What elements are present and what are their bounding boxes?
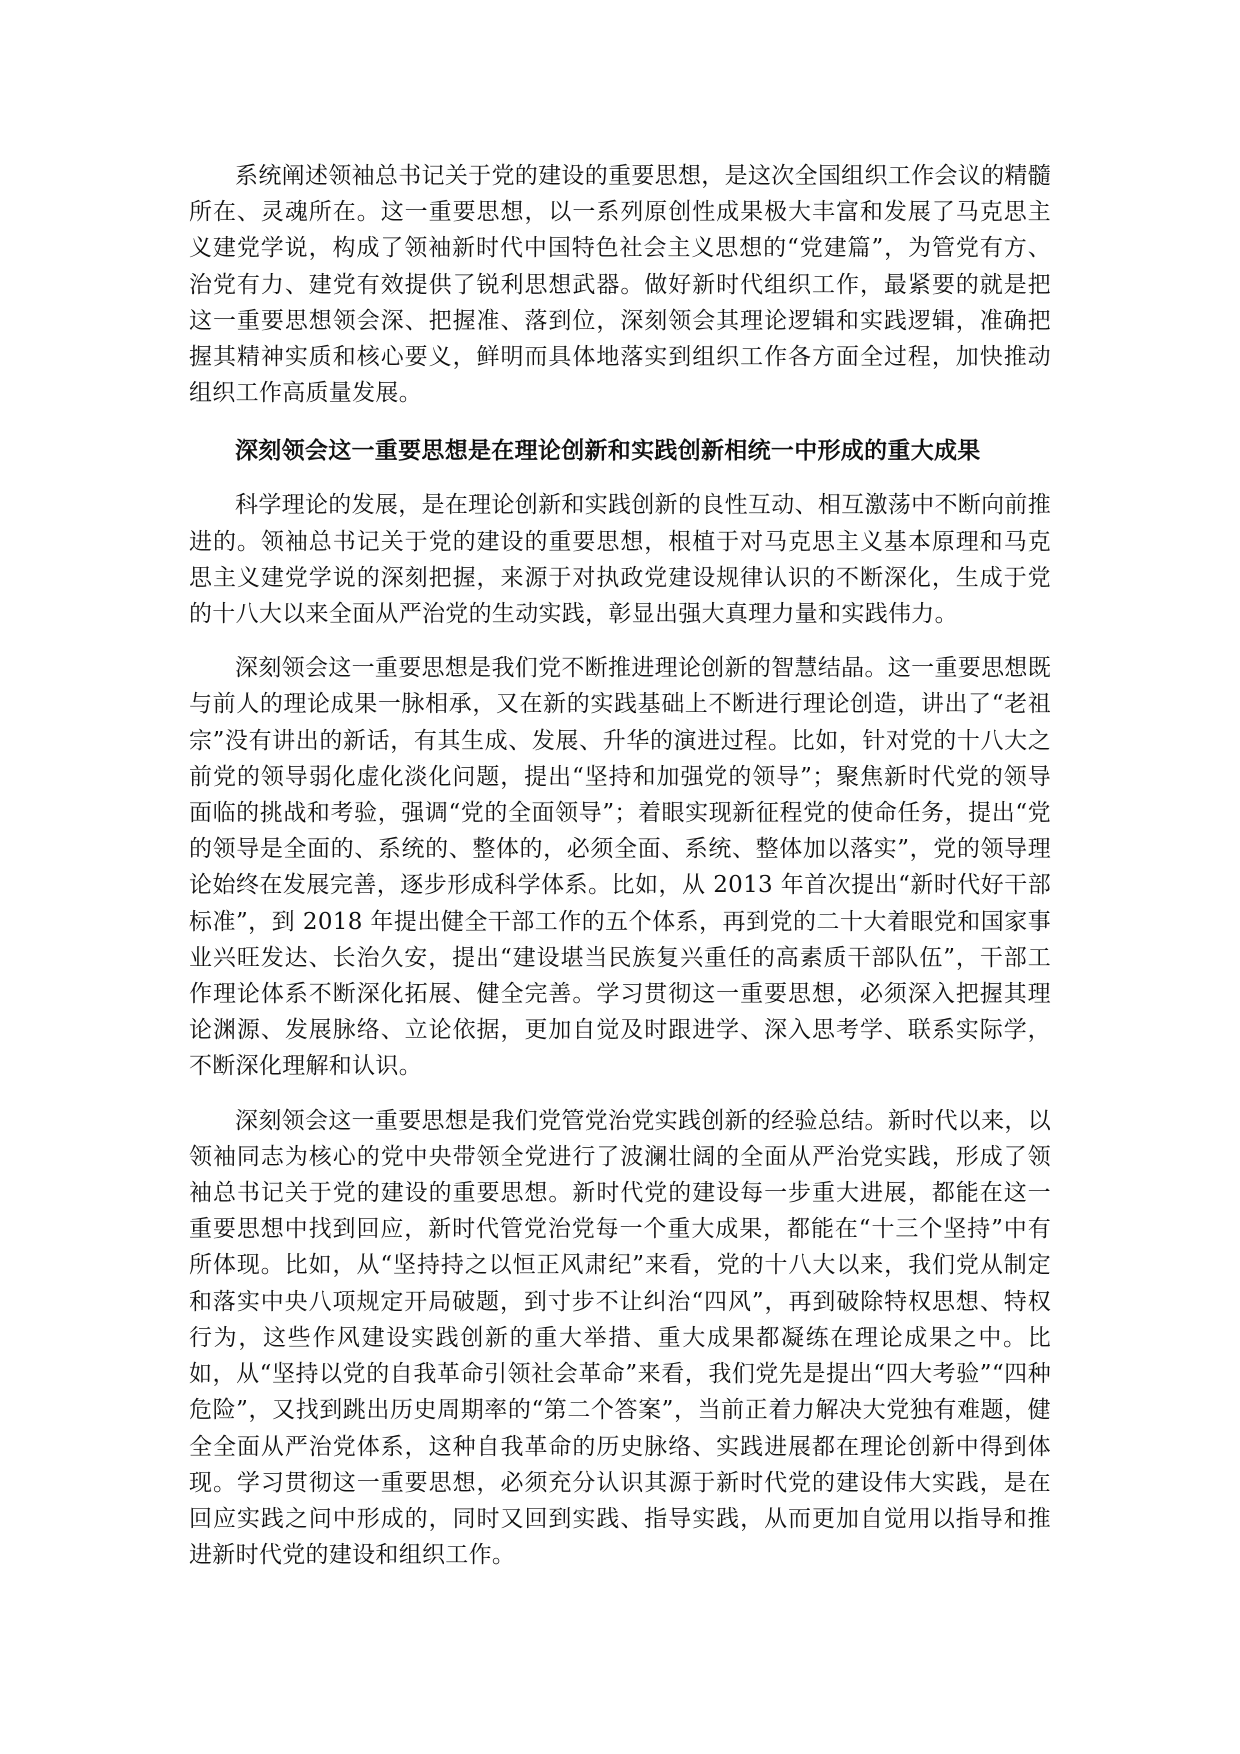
- paragraph-practice-innovation: 深刻领会这一重要思想是我们党管党治党实践创新的经验总结。新时代以来，以领袖同志为核心的党中央带领全党进行了波澜壮阔的全面从严治党实践，形成了领袖总书记关于党的建设的重要思想。新时代党的建设每一步重大进展，都能在这一重要思想中找到回应，新时代管党治党每一个重大成果，都能在“十三个坚持”中有所体现。比如，从“坚持持之以恒正风肃纪”来看，党的十八大以来，我们党从制定和落实中央八项规定开局破题，到寸步不让纠治“四风”，再到破除特权思想、特权行为，这些作风建设实践创新的重大举措、重大成果都凝练在理论成果之中。比如，从“坚持以党的自我革命引领社会革命”来看，我们党先是提出“四大考验”“四种危险”，又找到跳出历史周期率的“第二个答案”，当前正着力解决大党独有难题，健全全面从严治党体系，这种自我革命的历史脉络、实践进展都在理论创新中得到体现。学习贯彻这一重要思想，必须充分认识其源于新时代党的建设伟大实践，是在回应实践之问中形成的，同时又回到实践、指导实践，从而更加自觉用以指导和推进新时代党的建设和组织工作。: [189, 1107, 1051, 1569]
- document-page: [189, 158, 1051, 1573]
- paragraph-theory-development: 科学理论的发展，是在理论创新和实践创新的良性互动、相互激荡中不断向前推进的。领袖总书记关于党的建设的重要思想，根植于对马克思主义基本原理和马克思主义建党学说的深刻把握，来源于对执政党建设规律认识的不断深化，生成于党的十八大以来全面从严治党的生动实践，彰显出强大真理力量和实践伟力。: [189, 492, 1051, 628]
- paragraph-intro: 系统阐述领袖总书记关于党的建设的重要思想，是这次全国组织工作会议的精髓所在、灵魂所在。这一重要思想，以一系列原创性成果极大丰富和发展了马克思主义建党学说，构成了领袖新时代中国特色社会主义思想的“党建篇”，为管党有方、治党有力、建党有效提供了锐利思想武器。做好新时代组织工作，最紧要的就是把这一重要思想领会深、把握准、落到位，深刻领会其理论逻辑和实践逻辑，准确把握其精神实质和核心要义，鲜明而具体地落实到组织工作各方面全过程，加快推动组织工作高质量发展。: [189, 163, 1051, 407]
- paragraph-theory-innovation: 深刻领会这一重要思想是我们党不断推进理论创新的智慧结晶。这一重要思想既与前人的理论成果一脉相承，又在新的实践基础上不断进行理论创造，讲出了“老祖宗”没有讲出的新话，有其生成、发展、升华的演进过程。比如，针对党的十八大之前党的领导弱化虚化淡化问题，提出“坚持和加强党的领导”；聚焦新时代党的领导面临的挑战和考验，强调“党的全面领导”；着眼实现新征程党的使命任务，提出“党的领导是全面的、系统的、整体的，必须全面、系统、整体加以落实”，党的领导理论始终在发展完善，逐步形成科学体系。比如，从 2013 年首次提出“新时代好干部标准”，到 2018 年提出健全干部工作的五个体系，再到党的二十大着眼党和国家事业兴旺发达、长治久安，提出“建设堪当民族复兴重任的高素质干部队伍”，干部工作理论体系不断深化拓展、健全完善。学习贯彻这一重要思想，必须深入把握其理论渊源、发展脉络、立论依据，更加自觉及时跟进学、深入思考学、联系实际学，不断深化理解和认识。: [189, 655, 1051, 1080]
- section-heading: 深刻领会这一重要思想是在理论创新和实践创新相统一中形成的重大成果: [235, 437, 981, 465]
